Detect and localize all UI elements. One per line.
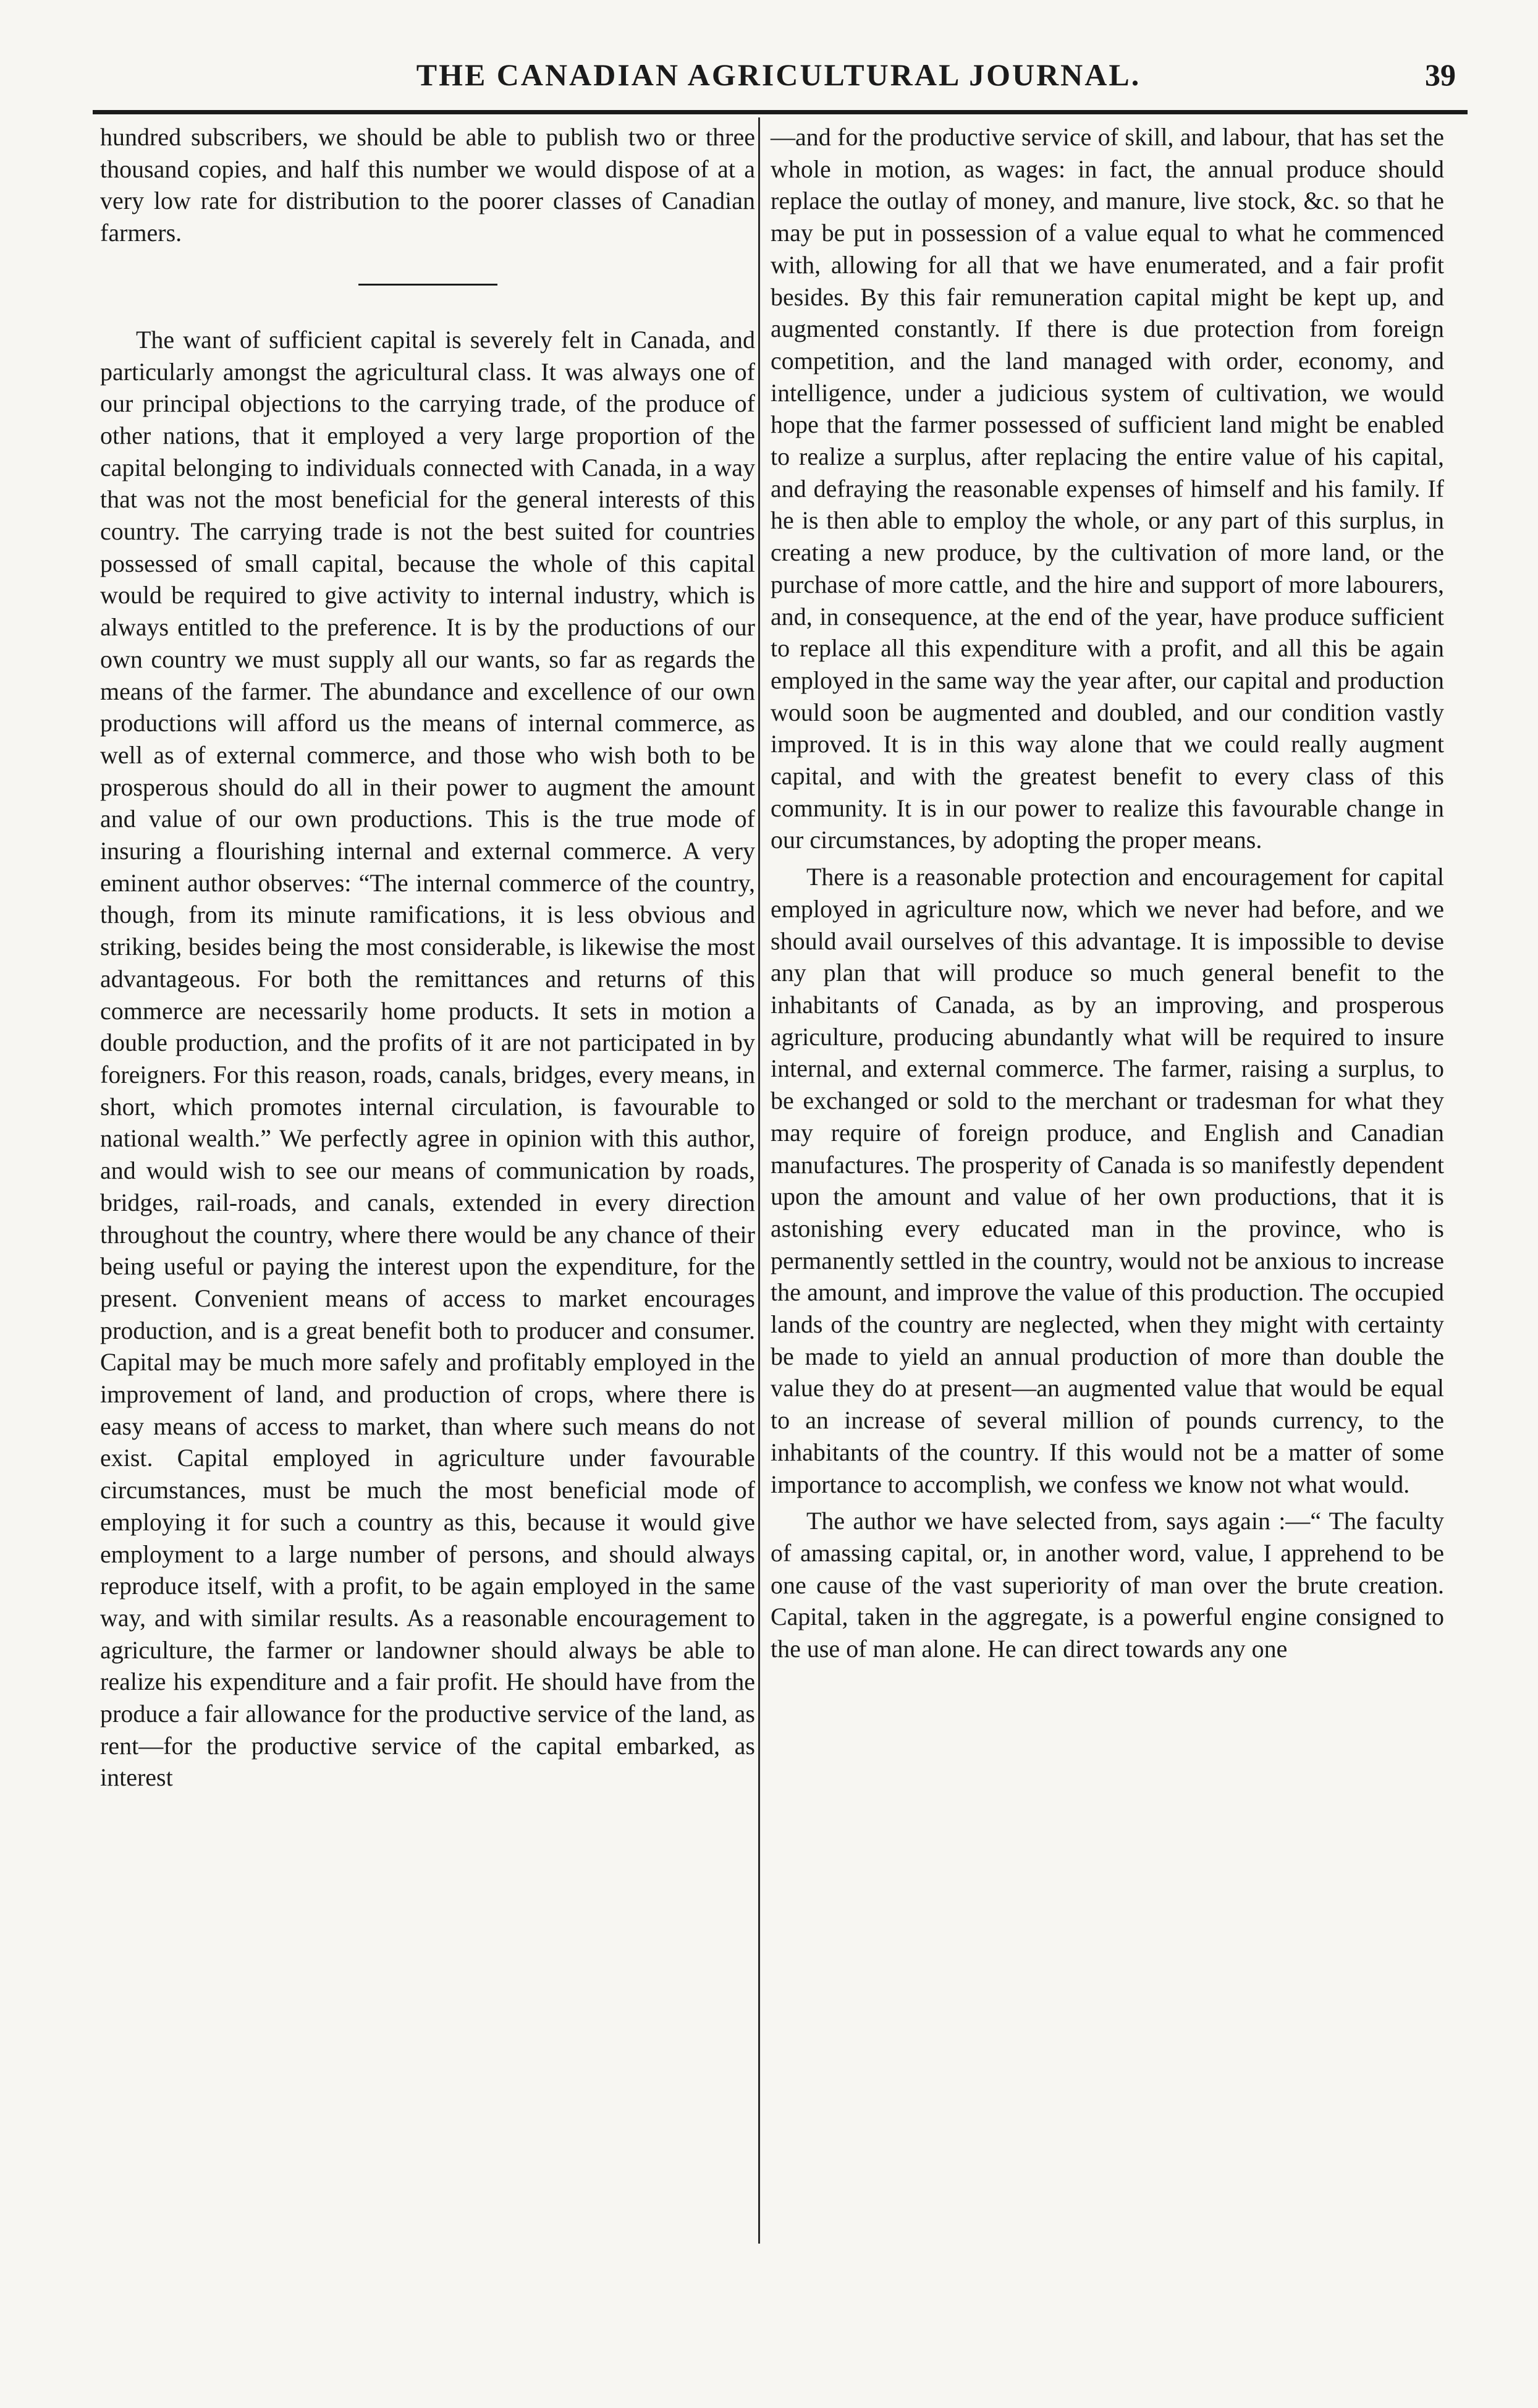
paragraph-gap <box>771 1500 1444 1505</box>
article-paragraph: There is a reasonable protection and encouragement for capital employed in agriculture now, which we never had before, and we should avail ourselves of this advantage. It is impossible to devise any plan that will produce so much general benefit to the inhabitants of Canada, as by an improving, and prosperous agriculture, producing abundantly what will be required to insure internal, and external commerce. The farmer, raising a surplus, to be exchanged or sold to the merchant or tradesman for what they may require of foreign produce, and English and Canadian manufactures. The prosperity of Canada is so manifestly dependent upon the amount and value of her own productions, that it is astonishing every educated man in the province, who is permanently settled in the country, would not be anxious to increase the amount, and improve the value of this production. The occupied lands of the country are neglected, when they might with certainty be made to yield an annual production of more than double the value they do at present—an augmented value that would be equal to an increase of several million of pounds currency, to the inhabitants of the country. If this would not be a matter of some importance to accomplish, we confess we know not what would. <box>771 863 1444 1498</box>
section-divider <box>358 284 497 286</box>
left-column <box>100 121 755 1794</box>
page-number: 39 <box>1425 57 1456 92</box>
header-rule <box>93 110 1468 114</box>
right-column <box>771 121 1444 1665</box>
page-header <box>93 57 1464 106</box>
continued-paragraph: hundred subscribers, we should be able to publish two or three thousand copies, and half this number we would dispose of at a very low rate for distribution to the poorer classes of Canadian farmers. <box>100 123 755 247</box>
running-title: THE CANADIAN AGRICULTURAL JOURNAL. <box>416 57 1141 92</box>
paragraph-gap <box>771 856 1444 861</box>
article-paragraph: —and for the productive service of skill, and labour, that has set the whole in motion, as wages: in fact, the annual produce should replace the outlay of money, and manure, live stock, &c. so that he may be put in possession of a value equal to what he commenced with, allowing for all that we have enumerated, and a fair profit besides. By this fair remuneration capital might be kept up, and augmented constantly. If there is due protection from foreign competition, and the land managed with order, economy, and intelligence, under a judicious system of cultivation, we would hope that the farmer possessed of sufficient land might be enabled to realize a surplus, after replacing the entire value of his capital, and defraying the reasonable expenses of himself and his family. If he is then able to employ the whole, or any part of this surplus, in creating a new produce, by the cultivation of more land, or the purchase of more cattle, and the hire and support of more labourers, and, in consequence, at the end of the year, have produce sufficient to replace all this expenditure with a profit, and all this be again employed in the same way the year after, our capital and production would soon be augmented and doubled, and our condition vastly improved. It is in this way alone that we could really augment capital, and with the greatest benefit to every class of this community. It is in our power to realize this favourable change in our circumstances, by adopting the proper means. <box>771 123 1444 854</box>
column-divider-rule <box>758 117 760 2244</box>
article-paragraph: The author we have selected from, says again :—“ The faculty of amassing capital, or, in another word, value, I apprehend to be one cause of the vast superiority of man over the brute creation. Capital, taken in the aggregate, is a powerful engine consigned to the use of man alone. He can direct towards any one <box>771 1507 1444 1663</box>
article-paragraph: The want of sufficient capital is severely felt in Canada, and particularly amongst the agricultural class. It was always one of our principal objections to the carrying trade, of the produce of other nations, that it employed a very large proportion of the capital belonging to individuals connected with Canada, in a way that was not the most beneficial for the general interests of this country. The carrying trade is not the best suited for countries possessed of small capital, because the whole of this capital would be required to give activity to internal industry, which is always entitled to the preference. It is by the productions of our own country we must supply all our wants, so far as regards the means of the farmer. The abundance and excellence of our own productions will afford us the means of internal commerce, as well as of external commerce, and those who wish both to be prosperous should do all in their power to augment the amount and value of our own productions. This is the true mode of insuring a flourishing internal and external commerce. A very eminent author observes: “The internal commerce of the country, though, from its minute ramifications, it is less obvious and striking, besides being the most considerable, is likewise the most advantageous. For both the remittances and returns of this commerce are necessarily home products. It sets in motion a double production, and the profits of it are not participated in by foreigners. For this reason, roads, canals, bridges, every means, in short, which promotes internal circulation, is favourable to national wealth.” We perfectly agree in opinion with this author, and would wish to see our means of communication by roads, bridges, rail-roads, and canals, extended in every direction throughout the country, where there would be any chance of their being useful or paying the interest upon the expenditure, for the present. Convenient means of access to market encourages production, and is a great benefit both to producer and consumer. Capital may be much more safely and profitably employed in the improvement of land, and production of crops, where there is easy means of access to market, than where such means do not exist. Capital employed in agriculture under favourable circumstances, must be much the most beneficial mode of employing it for such a country as this, because it would give employment to a large number of persons, and should always reproduce itself, with a profit, to be again employed in the same way, and with similar results. As a reasonable encouragement to agriculture, the farmer or landowner should always be able to realize his expenditure and a fair profit. He should have from the produce a fair allowance for the productive service of the land, as rent—for the productive service of the capital embarked, as interest <box>100 325 755 1792</box>
